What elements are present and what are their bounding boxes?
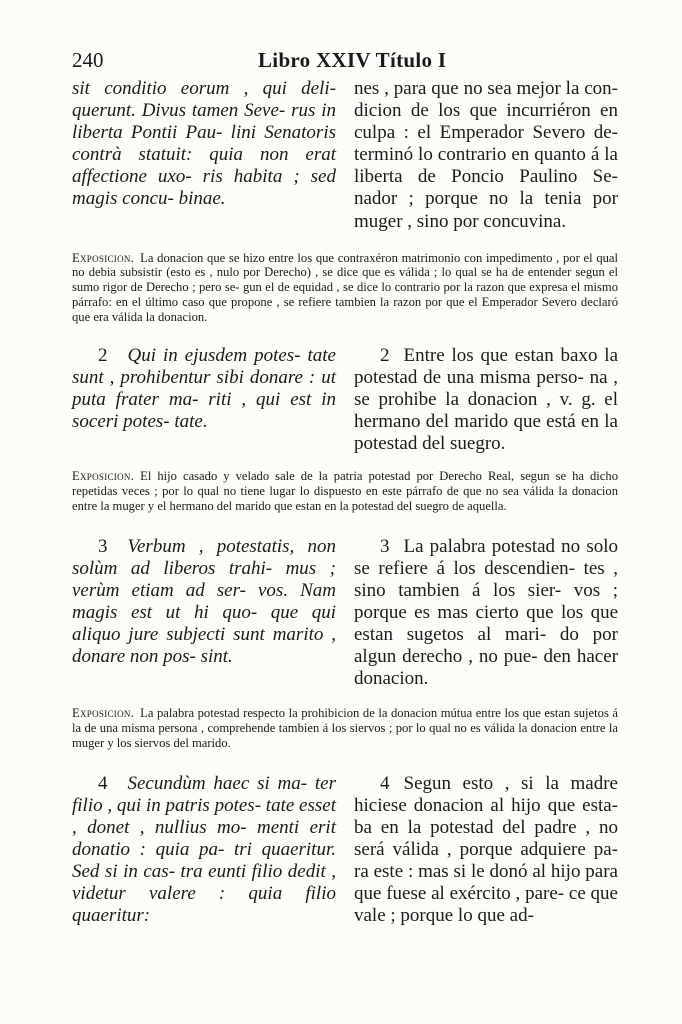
page-header: [72, 48, 618, 78]
spanish-text: La palabra potestad no solo se refiere á los descendien- tes , sino tambien á los sier- vos ; porque es mas cierto que los que estan sugetos al mari- do por algun derecho , no pue- den hacer donacion.: [354, 535, 618, 690]
spanish-text: nes , para que no sea mejor la con- dicion de los que incurriéron en culpa : el Emperador Severo de- terminó lo contrario en quanto á la liberta de Poncio Paulino Se- nador ; porque no la tenia por muger , sino por concuvina.: [354, 78, 618, 232]
paragraph-number: 4: [98, 772, 108, 794]
paragraph-number: 3: [380, 535, 390, 557]
paragraph-4: [72, 773, 618, 928]
exposicion-text: La donacion que se hizo entre los que contraxéron matrimonio con impedimento , por el qual no debia subsistir (esto es , nulo por Derecho) , se dice que es válida ; lo qual se ha de entender segun el sumo rigor de Derecho ; pero se- gun el de equidad , se dice lo contrario por la razon que expresa el mismo párrafo: en el último caso que propone , se refiere tambien la razon por que el Emperador Severo declaró que era válida la donacion.: [72, 250, 618, 324]
paragraph-3: [72, 536, 618, 691]
paragraph-number: 3: [98, 535, 108, 557]
exposicion-1: [72, 251, 618, 325]
latin-text: Verbum , potestatis, non solùm ad liberos trahi- mus ; verùm etiam ad ser- vos. Nam magis est ut hi quo- que qui aliquo jure subjecti sunt marito , donare non pos- sint.: [72, 535, 336, 667]
latin-column: [72, 345, 336, 455]
latin-column: [72, 536, 336, 691]
exposicion-label: Exposicion.: [72, 706, 135, 721]
latin-text: Secundùm haec si ma- ter filio , qui in patris potes- tate esset , donet , nullius mo- menti erit donatio : quia pa- tri quaeritur. Sed si in cas- tra eunti filio dedit , videtur valere : quia filio quaeritur:: [72, 772, 336, 927]
spanish-text: Entre los que estan baxo la potestad de una misma perso- na , se prohibe la donacion , v. g. el hermano del marido que está en la potestad del suegro.: [354, 344, 618, 455]
exposicion-label: Exposicion.: [72, 250, 135, 265]
spanish-text: Segun esto , si la madre hiciese donacion al hijo que esta- ba en la potestad del padre , no será válida , porque adquiere pa- ra este : mas si le donó al hijo para que fuese al exército , pare- ce que vale ; porque lo que ad-: [354, 772, 618, 927]
spanish-column: [354, 536, 618, 691]
paragraph-1: [72, 78, 618, 233]
page: [72, 48, 618, 927]
exposicion-2: [72, 469, 618, 513]
spanish-column: [354, 773, 618, 928]
spanish-column: [354, 345, 618, 455]
paragraph-2: [72, 345, 618, 455]
page-number: 240: [72, 48, 104, 72]
latin-column: [72, 773, 336, 928]
running-head: Libro XXIV Título I: [258, 48, 447, 72]
exposicion-label: Exposicion.: [72, 469, 135, 484]
exposicion-3: [72, 706, 618, 750]
paragraph-number: 2: [98, 344, 108, 366]
latin-text: Qui in ejusdem potes- tate sunt , prohibentur sibi donare : ut puta frater ma- riti , qui est in soceri potes- tate.: [72, 344, 336, 432]
paragraph-number: 2: [380, 344, 390, 366]
exposicion-text: El hijo casado y velado sale de la patria potestad por Derecho Real, segun se ha dicho repetidas veces ; por lo qual no tiene lugar lo dispuesto en este párrafo de que no sea válida la donacion entre la muger y el hermano del marido que estan en la potestad del suegro de aquella.: [72, 469, 618, 513]
latin-text: sit conditio eorum , qui deli- querunt. Divus tamen Seve- rus in liberta Pontii Pau- lini Senatoris contrà statuit: quia non erat affectione uxo- ris habita ; sed magis concu- binae.: [72, 78, 336, 210]
exposicion-text: La palabra potestad respecto la prohibicion de la donacion mútua entre los que estan sujetos á la de una misma persona , comprehende tambien á los siervos ; por lo qual no es válida la donacion entre la muger y los siervos del marido.: [72, 706, 618, 750]
paragraph-number: 4: [380, 772, 390, 794]
